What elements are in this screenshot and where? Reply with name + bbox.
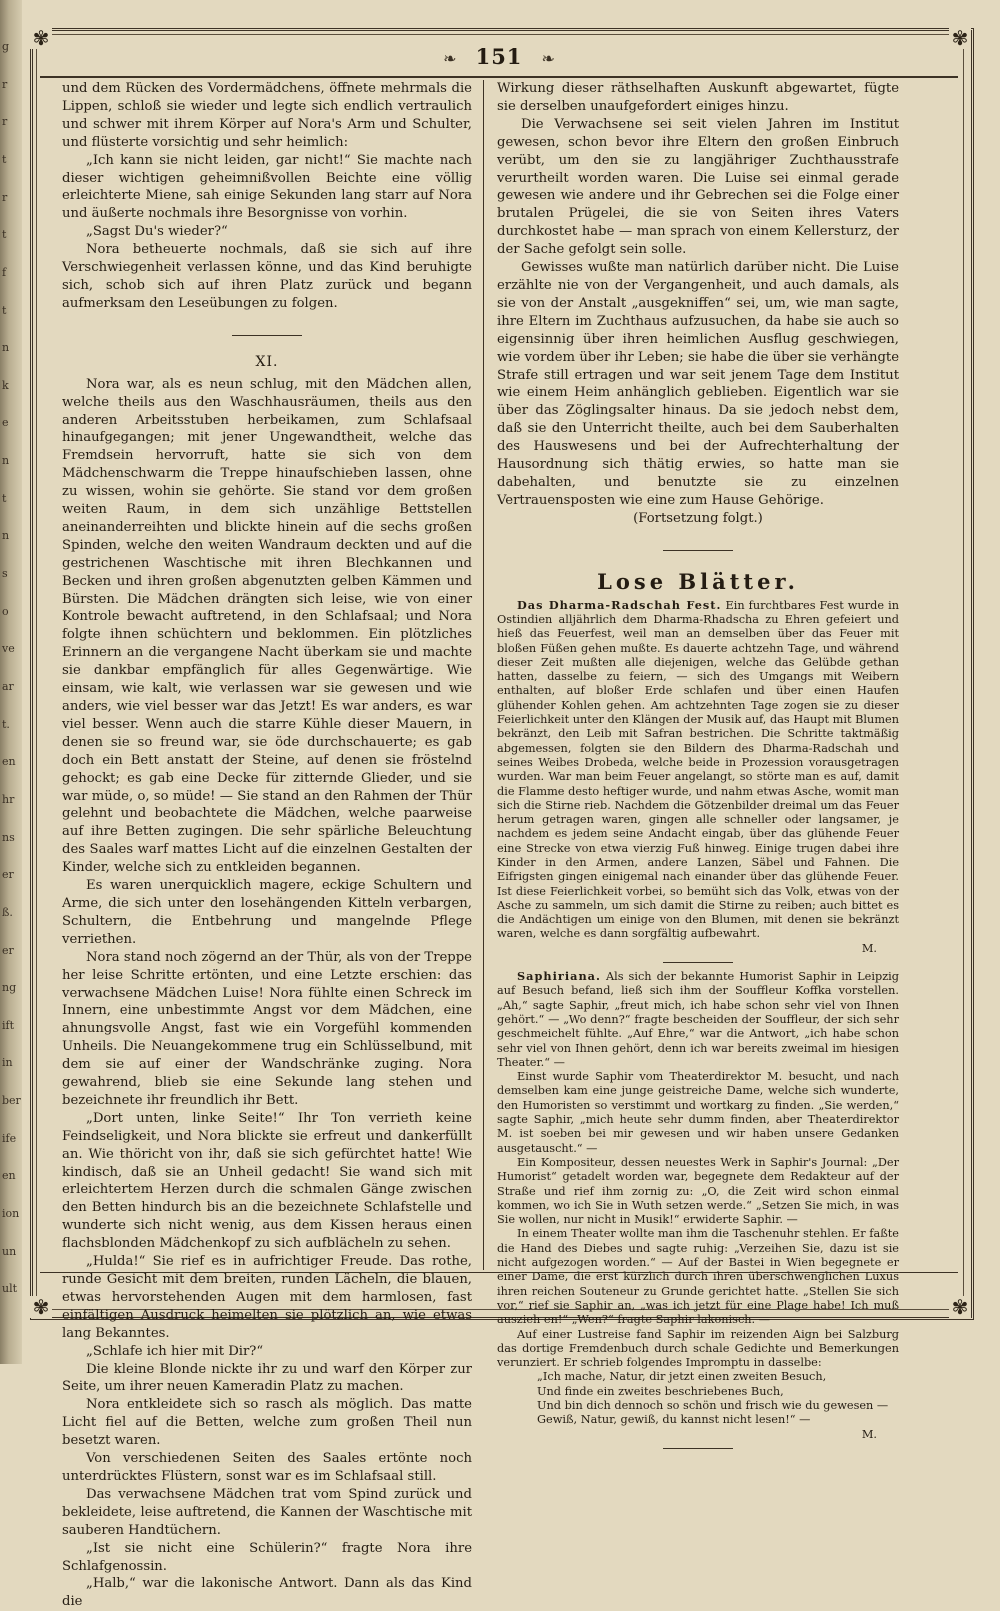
corner-ornament-icon: ✾ (949, 1296, 971, 1318)
gutter-text-fragment: g (2, 40, 10, 53)
gutter-text-fragment: r (2, 115, 8, 128)
paragraph: Nora entkleidete sich so rasch als möglich. Das matte Licht fiel auf die Betten, welche zum großen Theil nun besetzt waren. (62, 1397, 472, 1449)
gutter-text-fragment: ß. (2, 906, 13, 919)
gutter-text-fragment: t (2, 492, 7, 505)
gutter-text-fragment: hr (2, 793, 15, 806)
page-header (36, 44, 962, 78)
verse-line: Und bin dich dennoch so schön und frisch wie du gewesen — (537, 1398, 889, 1412)
gutter-text-fragment: en (2, 755, 16, 768)
gutter-text-fragment: ife (2, 1132, 17, 1145)
gutter-text-fragment: ber (2, 1094, 21, 1107)
binding-gutter (0, 0, 22, 1364)
gutter-text-fragment: k (2, 379, 9, 392)
paragraph: Die Verwachsene sei seit vielen Jahren im Institut gewesen, schon bevor ihre Eltern den großen Einbruch verübt, um den sie zu langjähriger Zuchthausstrafe verurtheilt worden waren. Die Luise sei einmal gerade gewesen wie andere und ihr Gebrechen sei die Folge einer brutalen Prügelei, die sie von Seiten ihres Vaters durchkostet habe — man sprach von einem Kellersturz, der der Sache gefolgt sein solle. (497, 116, 899, 258)
footer-rule (40, 1272, 958, 1273)
paragraph: Nora stand noch zögernd an der Thür, als von der Treppe her leise Schritte ertönten, und eine Letzte erschien: das verwachsene Mädchen Luise! Nora fühlte einen Schreck im Innern, eine unbestimmte Angst vor dem Mädchen, eine ahnungsvolle Angst, fast wie ein Vorgefühl kommenden Unheils. Die Neuangekommene trug ein Schlüsselbund, mit dem sie auf einer der Wandschränke zuging. Nora gewahrend, blieb sie eine Sekunde lang stehen und bezeichnete ihr freundlich ihr Bett. (62, 949, 472, 1108)
article-rubric: Das Dharma-Radschah Fest. (517, 597, 722, 612)
paragraph: „Halb,“ war die lakonische Antwort. Dann als das Kind die (62, 1576, 472, 1610)
section-separator (663, 550, 733, 551)
author-signature: M. (861, 941, 877, 955)
gutter-text-fragment: f (2, 266, 7, 279)
paragraph: Das verwachsene Mädchen trat vom Spind zurück und bekleidete, leise auftretend, die Kannen der Waschtische mit sauberen Handtüchern. (62, 1486, 472, 1538)
paragraph: Nora war, als es neun schlug, mit den Mädchen allen, welche theils aus den Waschhausräumen, theils aus den anderen Arbeitsstuben herbeikamen, zum Schlafsaal hinaufgegangen; mit jener Ungewandtheit, welche das Fremdsein hervorruft, hatte sie sich von dem Mädchenschwarm die Treppe hinaufschieben lassen, ohne zu wissen, wohin sie gehörte. Sie stand vor dem großen weiten Raum, in dem sich unzählige Bettstellen aneinanderreihten und blickte hinein auf die sechs großen Spinden, welche den weiten Wandraum deckten und auf die gestrichenen Waschtische mit ihren Blechkannen und Becken und ihren großen abgenutzten gelben Kämmen und Bürsten. Die Mädchen drängten sich leise, wie von einer Kontrole bewacht auftretend, in den Schlafsaal; und Nora folgte ihnen schüchtern und beklommen. Ein plötzliches Erinnern an die vergangene Nacht überkam sie und machte sie dankbar empfänglich für alles Gegenwärtige. Wie einsam, wie kalt, wie verlassen war sie gewesen und wie anders, wie viel besser war das Jetzt! Es war anders, es war viel besser. Wenn auch die starre Kühle dieser Mauern, in denen sie so freund war, sie öde durchschauerte; es gab doch ein Bett anstatt der Steine, auf denen sie fröstelnd gehockt; es gab eine Decke für zitternde Glieder, und sie war müde, o, so müde! — Sie stand an den Rahmen der Thür gelehnt und beobachtete die Mädchen, welche paarweise auf ihre Betten zugingen. Die sehr spärliche Beleuchtung des Saales warf mattes Licht auf die einzelnen Gestalten der Kinder, welche sich zu entkleiden begannen. (62, 376, 472, 876)
continuation-note: (Fortsetzung folgt.) (633, 510, 763, 526)
gutter-text-fragment: t. (2, 718, 10, 731)
gutter-text-fragment: er (2, 868, 14, 881)
story-continuation (497, 80, 899, 528)
gutter-text-fragment: ns (2, 831, 15, 844)
header-rule (40, 76, 958, 78)
gutter-text-fragment: s (2, 567, 8, 580)
right-column (497, 80, 899, 1455)
header-ornament-left-icon: ❧ (443, 49, 457, 68)
gutter-text-fragment: n (2, 529, 10, 542)
paragraph: „Sagst Du's wieder?“ (86, 224, 228, 240)
gutter-text-fragment: in (2, 1056, 13, 1069)
page-number: 151 (475, 44, 523, 69)
paragraph: Die kleine Blonde nickte ihr zu und warf den Körper zur Seite, um ihrer neuen Kameradin Platz zu machen. (62, 1361, 472, 1395)
gutter-text-fragment: ar (2, 680, 14, 693)
gutter-text-fragment: er (2, 944, 14, 957)
article-dharma (497, 598, 899, 942)
gutter-text-fragment: ng (2, 981, 17, 994)
article-text: Als sich der bekannte Humorist Saphir in Leipzig auf Besuch befand, ließ sich ihm der Souffleur Koffka vorstellen. „Ah,“ sagte Saphir, „freut mich, ich habe schon sehr viel von Ihnen gehört.“ — „Wo denn?“ fragte bescheiden der Souffleur, der sich sehr geschmeichelt fühlte. „Auf Ehre,“ war die Antwort, „ich habe schon sehr viel von Ihnen gehört, denn ich war bereits zweimal im hiesigen Theater.“ — (497, 970, 899, 1069)
paragraph: Ein Kompositeur, dessen neuestes Werk in Saphir's Journal: „Der Humorist“ getadelt worden war, begegnete dem Redakteur auf der Straße und rief ihm zornig zu: „O, die Zeit wird schon einmal kommen, wo ich Sie in Wuth setzen werde.“ „Setzen Sie mich, in was Sie wollen, nur nicht in Musik!“ erwiderte Saphir. — (497, 1155, 899, 1227)
paragraph: „Schlafe ich hier mit Dir?“ (86, 1343, 264, 1359)
article-separator (663, 962, 733, 963)
paragraph: Einst wurde Saphir vom Theaterdirektor M. besucht, und nach demselben kam eine junge geistreiche Dame, welche sich wunderte, den Humoristen so verstimmt und wortkarg zu finden. „Sie werden,“ sagte Saphir, „mich heute sehr dumm finden, aber Theaterdirektor M. ist soeben bei mir gewesen und wir haben unsere Gedanken ausgetauscht.“ — (497, 1070, 899, 1155)
paragraph: Nora betheuerte nochmals, daß sie sich auf ihre Verschwiegenheit verlassen könne, und das Kind beruhigte sich, schob sich auf ihren Platz zurück und begann aufmerksam den Leseübungen zu folgen. (62, 242, 472, 311)
paragraph: Auf einer Lustreise fand Saphir im reizenden Aign bei Salzburg das dortige Fremdenbuch durch schale Gedichte und Bemerkungen verunziert. Er schrieb folgendes Impromptu in dasselbe: (497, 1327, 899, 1370)
paragraph: Von verschiedenen Seiten des Saales ertönte noch unterdrücktes Flüstern, sonst war es im Schlafsaal still. (62, 1451, 472, 1484)
gutter-text-fragment: ion (2, 1207, 20, 1220)
paragraph: „Dort unten, linke Seite!“ Ihr Ton verrieth keine Feindseligkeit, und Nora blickte sie erfreut und dankerfüllt an. Wie thöricht von ihr, daß sie sich gefürchtet hatte! Wie kindisch, daß sie an Unheil gedacht! Sie wand sich mit erleichtertem Herzen durch die schmalen Gänge zwischen den Betten hindurch bis an die bezeichnete Schlafstelle und wunderte sich nicht wenig, aus dem Kissen heraus einen flachsblonden Mädchenkopf zu sich aufblächeln zu sehen. (62, 1110, 472, 1252)
verse-line: „Ich mache, Natur, dir jetzt einen zweiten Besuch, (537, 1370, 827, 1384)
gutter-text-fragment: t (2, 304, 7, 317)
gutter-text-fragment: en (2, 1169, 16, 1182)
header-ornament-right-icon: ❧ (541, 49, 555, 68)
section-separator (232, 335, 302, 336)
gutter-text-fragment: t (2, 153, 7, 166)
gutter-text-fragment: n (2, 454, 10, 467)
gutter-text-fragment: ult (2, 1282, 18, 1295)
paragraph: und dem Rücken des Vordermädchens, öffnete mehrmals die Lippen, schloß sie wieder und legte sich endlich vertraulich und schwer mit ihrem Körper auf Nora's Arm und Schulter, und flüsterte vorsichtig und sehr heimlich: (62, 81, 472, 150)
paragraph: „Ist sie nicht eine Schülerin?“ fragte Nora ihre Schlafgenossin. (62, 1540, 472, 1574)
paragraph: „Hulda!“ Sie rief es in aufrichtiger Freude. Das rothe, runde Gesicht mit dem breiten, runden Lächeln, die blauen, etwas hervorstehenden Augen mit dem harmlosen, fast einfältigen Ausdruck heimelten sie plötzlich an, wie etwas lang Bekanntes. (62, 1254, 472, 1341)
paragraph: Gewisses wußte man natürlich darüber nicht. Die Luise erzählte nie von der Vergangenheit, und auch damals, als sie von der Anstalt „ausgekniffen“ sei, um, wie man sagte, ihre Eltern im Zuchthaus aufzusuchen, da habe sie auch so eigensinnig über ihren heimlichen Ausflug geschwiegen, wie vordem über ihr Leben; sie habe die über sie verhängte Strafe still ertragen und war seit jenem Tage dem Institut wie einem Heim anhänglich geblieben. Eigentlich war sie über das Zöglingsalter hinaus. Da sie jedoch nebst dem, daß sie den Unterricht theilte, auch bei dem Sauberhalten des Hauswesens und bei der Aufrechterhaltung der Hausordnung sich thätig erwies, so hatte man sie dabehalten, und benutzte sie zu einzelnen Vertrauensposten wie eine zum Hause Gehörige. (497, 260, 899, 508)
gutter-text-fragment: n (2, 341, 10, 354)
article-rubric: Saphiriana. (517, 969, 601, 984)
corner-ornament-icon: ✾ (30, 1296, 52, 1318)
column-divider (483, 80, 484, 1270)
chapter-heading: XI. (255, 353, 279, 370)
corner-ornament-icon: ✾ (949, 27, 971, 49)
paragraph: Es waren unerquicklich magere, eckige Schultern und Arme, die sich unter den losehängenden Kitteln verbargen, Schultern, die Entbehrung und mangelnde Pflege verriethen. (62, 878, 472, 947)
gutter-text-fragment: e (2, 416, 9, 429)
article-text: Ein furchtbares Fest wurde in Ostindien alljährlich dem Dharma-Rhadscha zu Ehren gefeiert und hieß das Feuerfest, weil man an demselben über das Feuer mit bloßen Füßen gehen mußte. Es dauerte achtzehn Tage, und während dieser Zeit mußten alle diejenigen, welche das Gelübde gethan hatten, dasselbe zu feiern, — sich des Umgangs mit Weibern enthalten, auf bloßer Erde schlafen und über einen Haufen glühender Kohlen gehen. Am achtzehnten Tage zogen sie zu dieser Feierlichkeit unter den Klängen der Musik auf, das Haupt mit Blumen bekränzt, den Leib mit Safran bestrichen. Die Schritte taktmäßig abgemessen, folgten sie den Bildern des Dharma-Radschah und seines Weibes Drobeda, welche beide in Prozession vorausgetragen wurden. War man beim Feuer angelangt, so störte man es auf, damit die Flamme desto heftiger wurde, und nahm etwas Asche, womit man sich die Stirne rieb. Nachdem die Götzenbilder dreimal um das Feuer herum getragen waren, gingen alle schneller oder langsamer, je nachdem es jedem seine Andacht eingab, über das glühende Feuer eine Strecke von etwa vierzig Fuß hinweg. Einige trugen dabei ihre Kinder in den Armen, andere Lanzen, Säbel und Fahnen. Die Eifrigsten gingen einigemal nach einander über das glühende Feuer. Ist diese Feierlichkeit vorbei, so bemüht sich das Volk, etwas von der Asche zu sammeln, um sich damit die Stirne zu reiben; auch bittet es die Andächtigen um einige von den Blumen, mit denen sie bekränzt waren, welche es dann sorgfältig aufbewahrt. (497, 598, 899, 941)
paragraph: In einem Theater wollte man ihm die Taschenuhr stehlen. Er faßte die Hand des Diebes und sagte ruhig: „Verzeihen Sie, dazu ist sie nicht aufgezogen worden.“ — Auf der Bastei in Wien begegnete er einer Dame, die erst kürzlich durch ihren überschwenglichen Luxus ihren reichen Souteneur zu Grunde gerichtet hatte. „Stellen Sie sich vor,“ rief sie Saphir an, „was ich jetzt für eine Plage habe! Ich muß auszieh en!“ „Wen?“ fragte Saphir lakonisch. — (497, 1227, 899, 1327)
gutter-text-fragment: t (2, 228, 7, 241)
left-column (62, 80, 472, 1611)
verse-line: Und finde ein zweites beschriebenes Buch, (537, 1384, 784, 1398)
gutter-text-fragment: un (2, 1245, 17, 1258)
author-signature: M. (861, 1427, 877, 1441)
gutter-text-fragment: r (2, 78, 8, 91)
corner-ornament-icon: ✾ (30, 27, 52, 49)
gutter-text-fragment: ift (2, 1019, 15, 1032)
miscellany-section (497, 598, 899, 1449)
article-saphiriana (497, 969, 899, 1070)
verse-line: Gewiß, Natur, gewiß, du kannst nicht lesen!“ — (537, 1413, 811, 1427)
section-title: Lose Blätter. (597, 568, 799, 594)
paragraph: „Ich kann sie nicht leiden, gar nicht!“ Sie machte nach dieser wichtigen geheimnißvollen Beichte eine völlig erleichterte Miene, sah einige Sekunden lang starr auf Nora und äußerte nochmals ihre Besorgnisse von vorhin. (62, 152, 472, 222)
gutter-text-fragment: o (2, 605, 9, 618)
gutter-text-fragment: ve (2, 642, 15, 655)
gutter-text-fragment: r (2, 191, 8, 204)
article-separator (663, 1448, 733, 1449)
paragraph: Wirkung dieser räthselhaften Auskunft abgewartet, fügte sie derselben unaufgefordert einiges hinzu. (497, 81, 899, 114)
